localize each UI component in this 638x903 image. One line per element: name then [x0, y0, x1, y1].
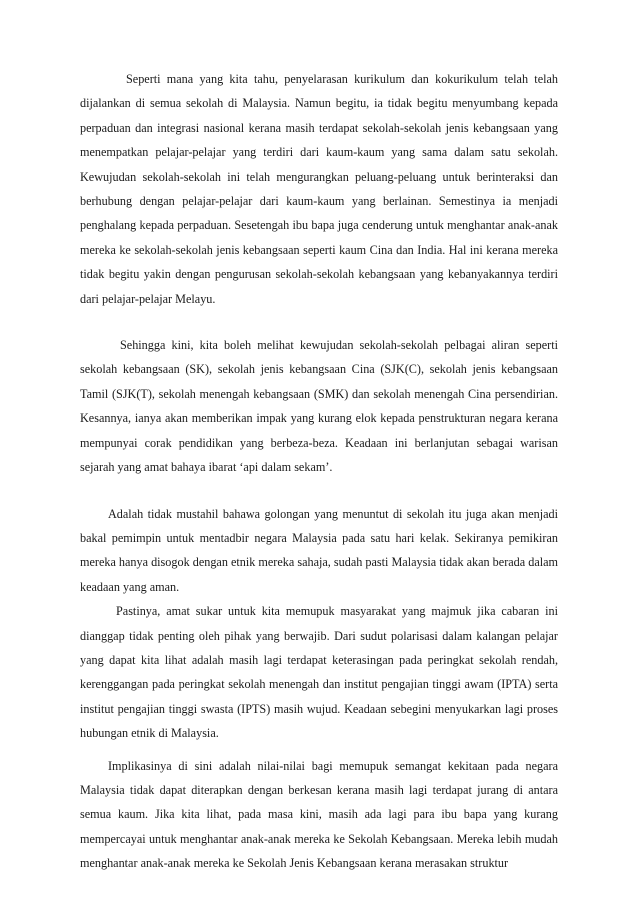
- paragraph-2: Sehingga kini, kita boleh melihat kewujudan sekolah-sekolah pelbagai aliran seperti sekolah kebangsaan (SK), sekolah jenis kebangsaan Cina (SJK(C), sekolah jenis kebangsaan Tamil (SJK(T), sekolah menengah kebangsaan (SMK) dan sekolah menengah Cina persendirian. Kesannya, ianya akan memberikan impak yang kurang elok kepada penstrukturan negara kerana mempunyai corak pendidikan yang berbeza-beza. Keadaan ini berlanjutan sebagai warisan sejarah yang amat bahaya ibarat ‘api dalam sekam’.: [80, 338, 558, 475]
- body-text: [80, 67, 558, 876]
- paragraph-1: Seperti mana yang kita tahu, penyelarasan kurikulum dan kokurikulum telah telah dijalankan di semua sekolah di Malaysia. Namun begitu, ia tidak begitu menyumbang kepada perpaduan dan integrasi nasional kerana masih terdapat sekolah-sekolah jenis kebangsaan yang menempatkan pelajar-pelajar yang terdiri dari kaum-kaum yang sama dalam satu sekolah. Kewujudan sekolah-sekolah ini telah mengurangkan peluang-peluang untuk berinteraksi dan berhubung dengan pelajar-pelajar dari kaum-kaum yang berlainan. Semestinya ia menjadi penghalang kepada perpaduan. Sesetengah ibu bapa juga cenderung untuk menghantar anak-anak mereka ke sekolah-sekolah jenis kebangsaan seperti kaum Cina dan India. Hal ini kerana mereka tidak begitu yakin dengan pengurusan sekolah-sekolah kebangsaan yang kebanyakannya terdiri dari pelajar-pelajar Melayu.: [80, 72, 558, 306]
- paragraph-3: Adalah tidak mustahil bahawa golongan yang menuntut di sekolah itu juga akan menjadi bakal pemimpin untuk mentadbir negara Malaysia pada satu hari kelak. Sekiranya pemikiran mereka hanya disogok dengan etnik mereka sahaja, sudah pasti Malaysia tidak akan berada dalam keadaan yang aman.: [80, 506, 558, 594]
- paragraph-5: Implikasinya di sini adalah nilai-nilai bagi memupuk semangat kekitaan pada negara Malaysia tidak dapat diterapkan dengan berkesan kerana masih lagi terdapat jurang di antara semua kaum. Jika kita lihat, pada masa kini, masih ada lagi para ibu bapa yang kurang mempercayai untuk menghantar anak-anak mereka ke Sekolah Kebangsaan. Mereka lebih mudah menghantar anak-anak mereka ke Sekolah Jenis Kebangsaan kerana merasakan struktur: [80, 758, 558, 871]
- paragraph-4: Pastinya, amat sukar untuk kita memupuk masyarakat yang majmuk jika cabaran ini dianggap tidak penting oleh pihak yang berwajib. Dari sudut polarisasi dalam kalangan pelajar yang dapat kita lihat adalah masih lagi terdapat keterasingan pada peringkat sekolah rendah, kerenggangan pada peringkat sekolah menengah dan institut pengajian tinggi awam (IPTA) serta institut pengajian tinggi swasta (IPTS) masih wujud. Keadaan sebegini menyukarkan lagi proses hubungan etnik di Malaysia.: [80, 604, 558, 741]
